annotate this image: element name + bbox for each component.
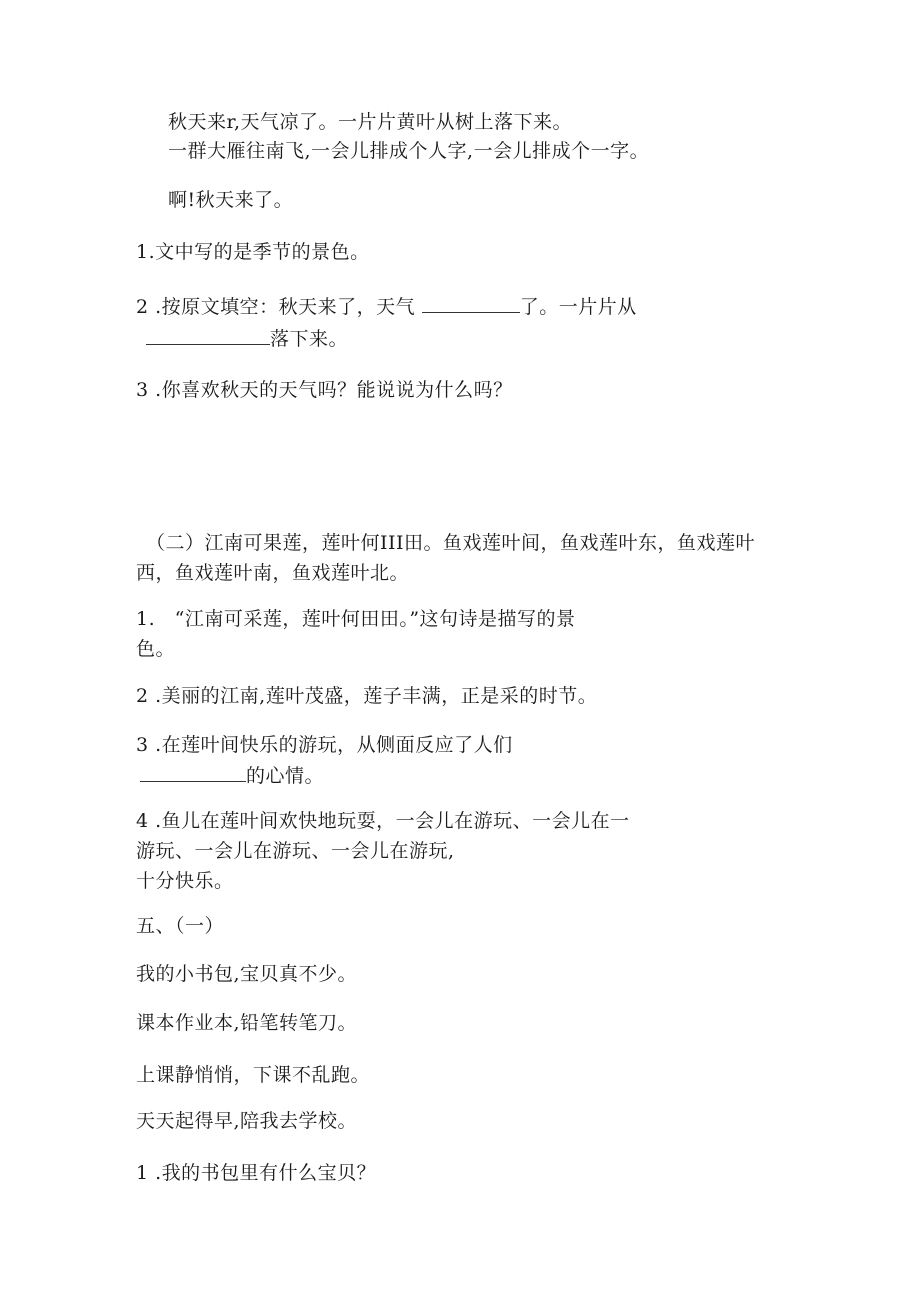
poem-line-2: 课本作业本,铅笔转笔刀。: [136, 1012, 358, 1034]
question-1-3: 3 .你喜欢秋天的天气吗？能说说为什么吗？: [136, 379, 513, 401]
answer-blank-1[interactable]: [422, 294, 520, 313]
passage1-line1: 秋天来r,天气凉了。一片片黄叶从树上落下来。: [168, 111, 573, 133]
passage1-line2: 一群大雁往南飞,一会儿排成个人字,一会儿排成个一字。: [168, 140, 650, 162]
question-2-4-line2: 游玩、一会儿在游玩、一会儿在游玩,: [136, 840, 455, 862]
question-1-1: 1.文中写的是季节的景色。: [136, 241, 370, 263]
passage2-line2: 西，鱼戏莲叶南，鱼戏莲叶北。: [136, 562, 410, 584]
question-2-3-line2: [140, 763, 324, 788]
poem-line-4: 天天起得早,陪我去学校。: [136, 1110, 358, 1132]
question-2-1-line1: 1. “江南可采莲，莲叶何田田。”这句诗是描写的景: [136, 608, 576, 630]
poem-line-3: 上课静悄悄，下课不乱跑。: [136, 1064, 371, 1086]
section5-heading: 五、（一）: [136, 915, 225, 937]
passage2-line1: （二）江南可果莲，莲叶何III田。鱼戏莲叶间，鱼戏莲叶东，鱼戏莲叶: [146, 532, 756, 554]
question-1-2-continued: [146, 326, 348, 351]
question-2-3-line1: 3 .在莲叶间快乐的游玩，从侧面反应了人们: [136, 734, 513, 756]
question-2-4-line3: 十分快乐。: [136, 870, 234, 892]
question-1-2-text-c: 落下来。: [270, 328, 349, 350]
question-2-2: 2 .美丽的江南,莲叶茂盛，莲子丰满，正是采的时节。: [136, 685, 598, 707]
question-1-2-text-b: 了。一片片从: [519, 296, 637, 318]
question-2-1-line2: 色。: [136, 638, 176, 660]
question-1-2: [136, 294, 637, 319]
answer-blank-2[interactable]: [146, 326, 270, 345]
section5-question-1: 1 .我的书包里有什么宝贝？: [136, 1162, 377, 1184]
question-2-3-text: 的心情。: [246, 765, 325, 787]
answer-blank-3[interactable]: [140, 763, 246, 782]
question-1-2-text-a: 2 .按原文填空：秋天来了，天气: [136, 296, 422, 318]
passage1-line3: 啊!秋天来了。: [168, 189, 294, 211]
question-2-4-line1: 4 .鱼儿在莲叶间欢快地玩耍，一会儿在游玩、一会儿在一: [136, 810, 630, 832]
poem-line-1: 我的小书包,宝贝真不少。: [136, 963, 358, 985]
